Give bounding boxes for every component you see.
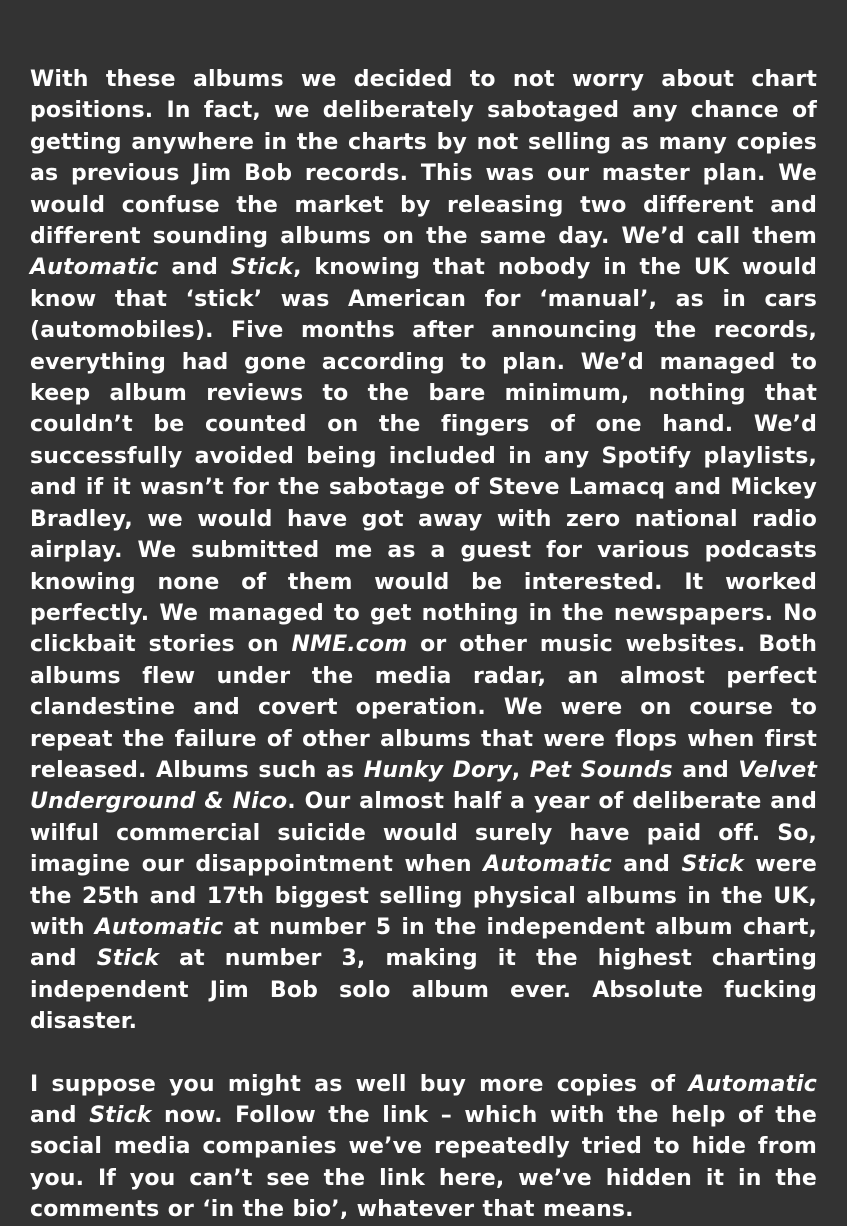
italic-title-text: Automatic bbox=[688, 1071, 817, 1097]
body-text-segment: and bbox=[611, 852, 682, 878]
paragraph-2 bbox=[30, 1069, 817, 1226]
italic-title-text: Automatic bbox=[94, 914, 224, 940]
italic-title-text: Automatic bbox=[30, 255, 159, 281]
body-text-segment: and bbox=[158, 255, 231, 281]
body-text-segment: and bbox=[672, 757, 739, 783]
body-text-segment: now. Follow the link – which with the help of the social media companies we’ve repeatedly tried to hide from you. If you can’t see the link here, we’ve hidden it in the comments or ‘in the bio’, whatever that means. bbox=[30, 1103, 817, 1223]
italic-title-text: Stick bbox=[96, 946, 160, 972]
italic-title-text: Hunky Dory bbox=[363, 757, 512, 783]
italic-title-text: Automatic bbox=[483, 852, 612, 878]
body-text-segment: , bbox=[511, 757, 530, 783]
body-text-segment: at number 5 in the independent album chart, and bbox=[30, 914, 817, 972]
italic-title-text: Stick bbox=[681, 852, 744, 878]
body-text-segment: at number 3, making it the highest charting independent Jim Bob solo album ever. Absolute fucking disaster. bbox=[30, 946, 817, 1035]
body-text-segment: , knowing that nobody in the UK would know that ‘stick’ was American for ‘manual’, as in cars (automobiles). Five months after announcing the records, everything had gone according to plan. We’d managed to keep album reviews to the bare minimum, nothing that couldn’t be counted on the fingers of one hand. We’d successfully avoided being included in any Spotify playlists, and if it wasn’t for the sabotage of Steve Lamacq and Mickey Bradley, we would have got away with zero national radio airplay. We submitted me as a guest for various podcasts knowing none of them would be interested. It worked perfectly. We managed to get nothing in the newspapers. No clickbait stories on bbox=[30, 255, 817, 658]
italic-title-text: NME.com bbox=[291, 632, 408, 658]
body-text-segment: . Our almost half a year of deliberate and wilful commercial suicide would surely have paid off. So, imagine our disappointment when bbox=[30, 789, 817, 878]
italic-title-text: Pet Sounds bbox=[529, 757, 673, 783]
body-text-segment: I suppose you might as well buy more copies of bbox=[30, 1071, 689, 1097]
body-text-segment: were the 25th and 17th biggest selling physical albums in the UK, with bbox=[30, 852, 817, 940]
paragraph-1 bbox=[30, 64, 817, 1038]
body-text-segment: or other music websites. Both albums flew under the media radar, an almost perfect clandestine and covert operation. We were on course to repeat the failure of other albums that were flops when first released. Albums such as bbox=[30, 632, 818, 783]
italic-title-text: Velvet Underground & Nico bbox=[30, 757, 817, 815]
italic-title-text: Stick bbox=[89, 1103, 152, 1128]
italic-title-text: Stick bbox=[230, 255, 294, 281]
body-text-segment: With these albums we decided to not worry about chart positions. In fact, we deliberately sabotaged any chance of getting anywhere in the charts by not selling as many copies as previous Jim Bob records. This was our master plan. We would confuse the market by releasing two different and different sounding albums on the same day. We’d call them bbox=[30, 67, 817, 250]
body-text-segment: and bbox=[30, 1103, 90, 1128]
